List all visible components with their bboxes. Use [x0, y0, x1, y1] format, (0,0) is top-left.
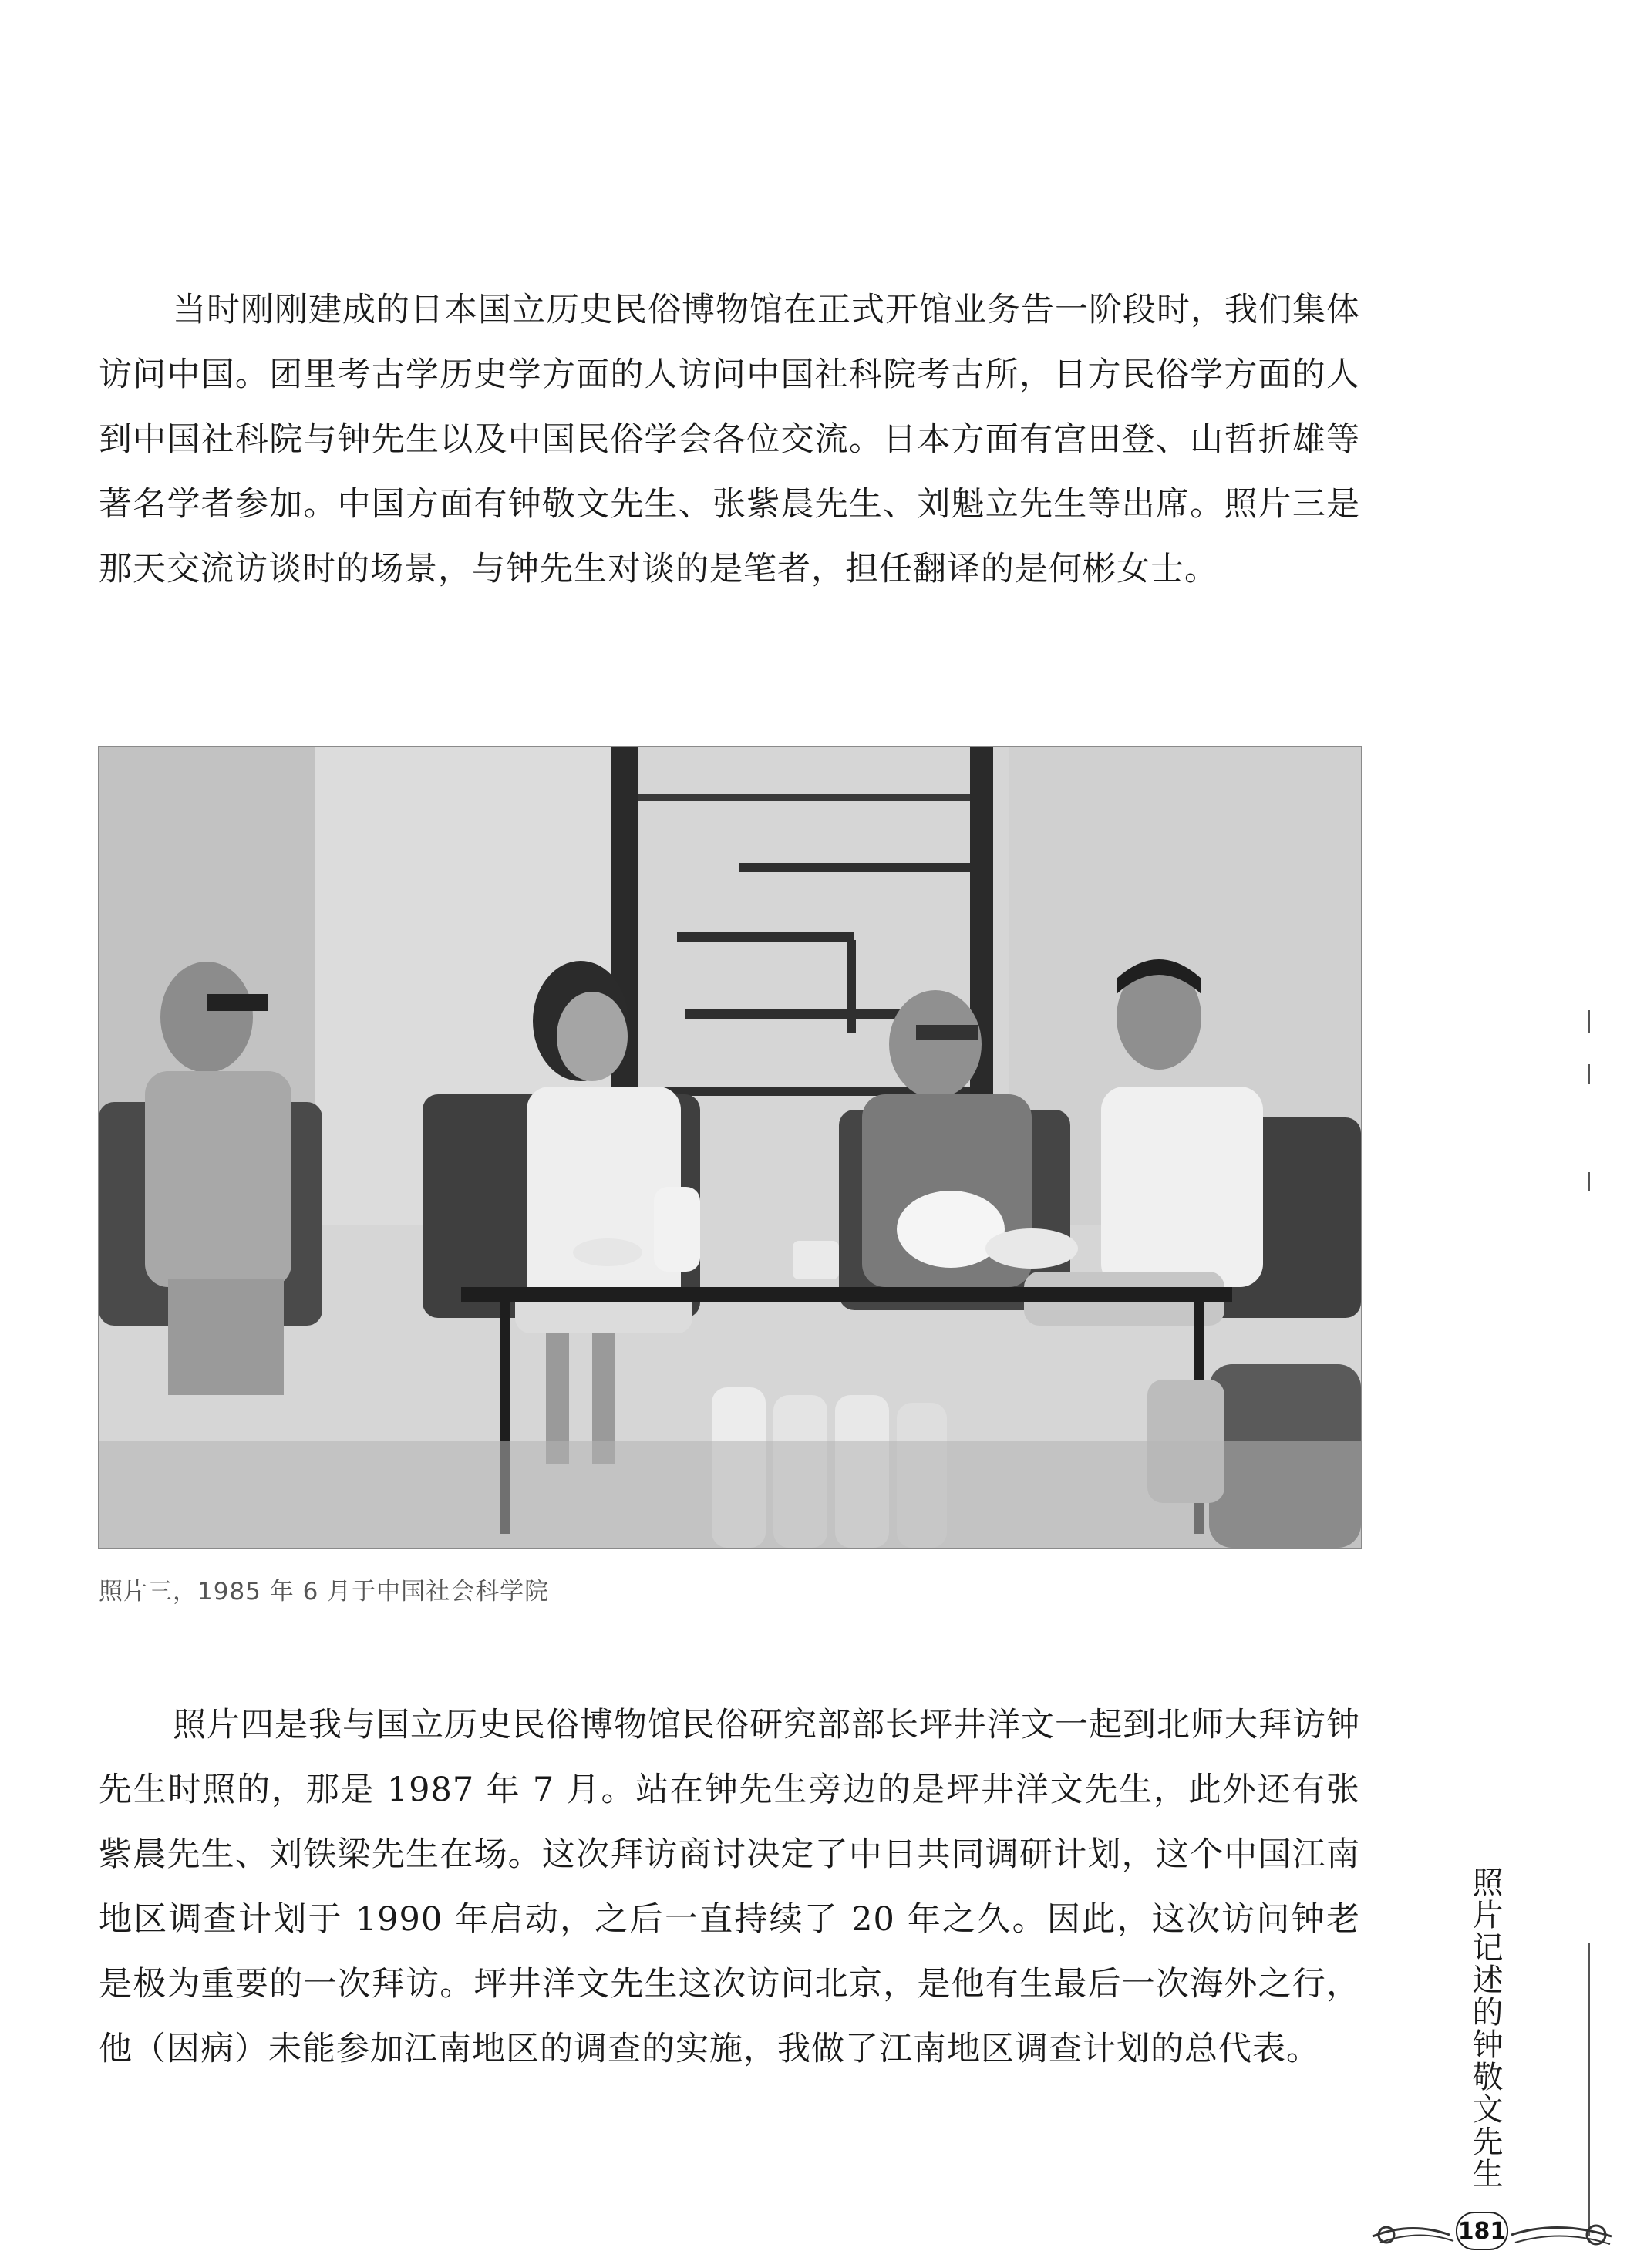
page-number: 181	[1456, 2212, 1508, 2250]
meeting-photo	[98, 746, 1362, 1549]
page-edge-mark	[1588, 1064, 1590, 1084]
body-paragraph-1: 当时刚刚建成的日本国立历史民俗博物馆在正式开馆业务告一阶段时，我们集体访问中国。团里考古学历史学方面的人访问中国社科院考古所，日方民俗学方面的人到中国社科院与钟先生以及中国民俗学会各位交流。日本方面有宫田登、山哲折雄等著名学者参加。中国方面有钟敬文先生、张紫晨先生、刘魁立先生等出席。照片三是那天交流访谈时的场景，与钟先生对谈的是笔者，担任翻译的是何彬女士。	[99, 291, 1360, 588]
page-edge-mark	[1588, 1172, 1590, 1191]
page-edge-mark	[1588, 1010, 1590, 1033]
body-paragraph-2: 照片四是我与国立历史民俗博物馆民俗研究部部长坪井洋文一起到北师大拜访钟先生时照的，那是 1987 年 7 月。站在钟先生旁边的是坪井洋文先生，此外还有张紫晨先生、刘铁梁先生在场。这次拜访商讨决定了中日共同调研计划，这个中国江南地区调查计划于 1990 年启动，之后一直持续了 20 年之久。因此，这次访问钟老是极为重要的一次拜访。坪井洋文先生这次访问北京，是他有生最后一次海外之行，他（因病）未能参加江南地区的调查的实施，我做了江南地区调查计划的总代表。	[99, 1706, 1360, 2068]
running-section-title: 照片记述的钟敬文先生	[1467, 1866, 1503, 2190]
page-edge-line	[1588, 1943, 1590, 2236]
photo-caption: 照片三，1985 年 6 月于中国社会科学院	[99, 1578, 550, 1606]
